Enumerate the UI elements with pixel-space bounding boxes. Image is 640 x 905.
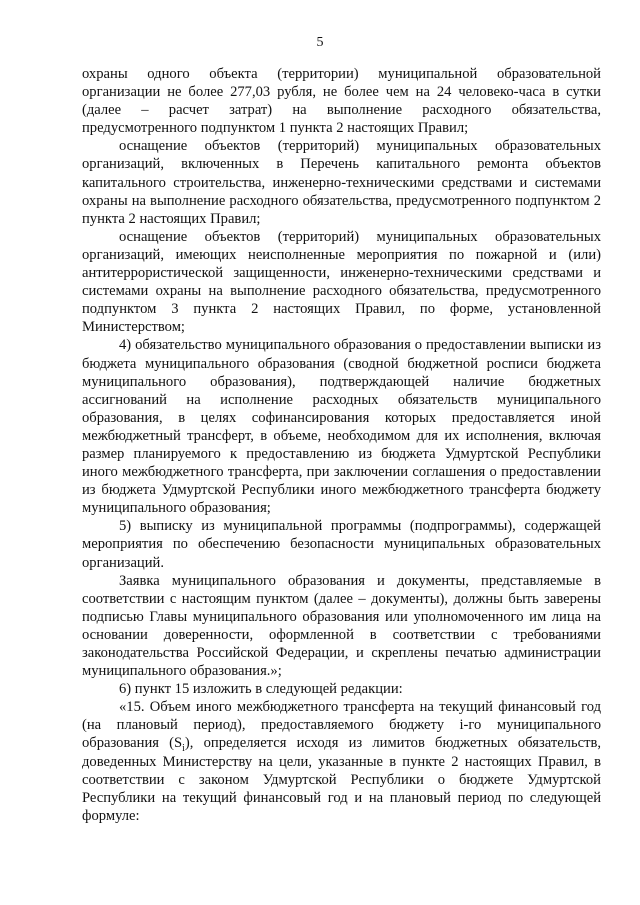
paragraph-application-certification: Заявка муниципального образования и документы, представляемые в соответствии с настоящим пунктом (далее – документы), должны быть заверены подписью Главы муниципального образования или уполномоченного им лица на основании доверенности, оформленной в соответствии с требованиями законодательства Российской Федерации, и скреплены печатью администрации муниципального образования.»;	[82, 572, 601, 680]
paragraph-item-6-amendment: 6) пункт 15 изложить в следующей редакции:	[119, 681, 403, 698]
paragraph-equipment-capital-repair: оснащение объектов (территорий) муниципальных образовательных организаций, включенных в Перечень капитального ремонта объектов капитального строительства, инженерно-техническими средствами и системами охраны на выполнение расходного обязательства, предусмотренного подпунктом 2 пункта 2 настоящих Правил;	[82, 138, 601, 227]
paragraph-item-4-obligation: 4) обязательство муниципального образования о предоставлении выписки из бюджета муниципального образования (сводной бюджетной росписи бюджета муниципального образования), подтверждающей наличие бюджетных ассигнований на исполнение расходных обязательств муниципального образования, в целях софинансирования которых предоставляется иной межбюджетный трансферт, в объеме, необходимом для их исполнения, включая размер планируемого к предоставлению из бюджета Удмуртской Республики иного межбюджетного трансферта, при заключении соглашения о предоставлении из бюджета Удмуртской Республики иного межбюджетного трансферта бюджету муниципального образования;	[82, 337, 601, 517]
clause-15-text-after: ), определяется исходя из лимитов бюджетных обязательств, доведенных Министерству на цели, указанные в пункте 2 настоящих Правил, в соответствии с законом Удмуртской Республики о бюджете Удмуртской Республики на текущий финансовый год и на плановый период по следующей формуле:	[82, 735, 602, 824]
paragraph-clause-15-formula-intro	[82, 698, 601, 825]
paragraph-item-5-program-extract: 5) выписку из муниципальной программы (подпрограммы), содержащей мероприятия по обеспечению безопасности муниципальных образовательных организаций.	[82, 518, 601, 571]
page-number: 5	[316, 35, 324, 50]
subscript-i: i	[182, 743, 185, 755]
clause-15-text-before: «15. Объем иного межбюджетного трансферта на текущий финансовый год (на плановый период), предоставляемого бюджету i-го муниципального образования (S	[82, 699, 601, 752]
paragraph-equipment-fire-safety: оснащение объектов (территорий) муниципальных образовательных организаций, имеющих неисполненные мероприятия по пожарной и (или) антитеррористической защищенности, инженерно-техническими средствами и системами охраны на выполнение расходного обязательства, предусмотренного подпунктом 3 пункта 2 настоящих Правил, по форме, установленной Министерством;	[82, 228, 601, 336]
document-body	[82, 65, 601, 825]
paragraph-guard-cost: охраны одного объекта (территории) муниципальной образовательной организации не более 277,03 рубля, не более чем на 24 человеко-часа в сутки (далее – расчет затрат) на выполнение расходного обязательства, предусмотренного подпунктом 1 пункта 2 настоящих Правил;	[82, 66, 601, 137]
